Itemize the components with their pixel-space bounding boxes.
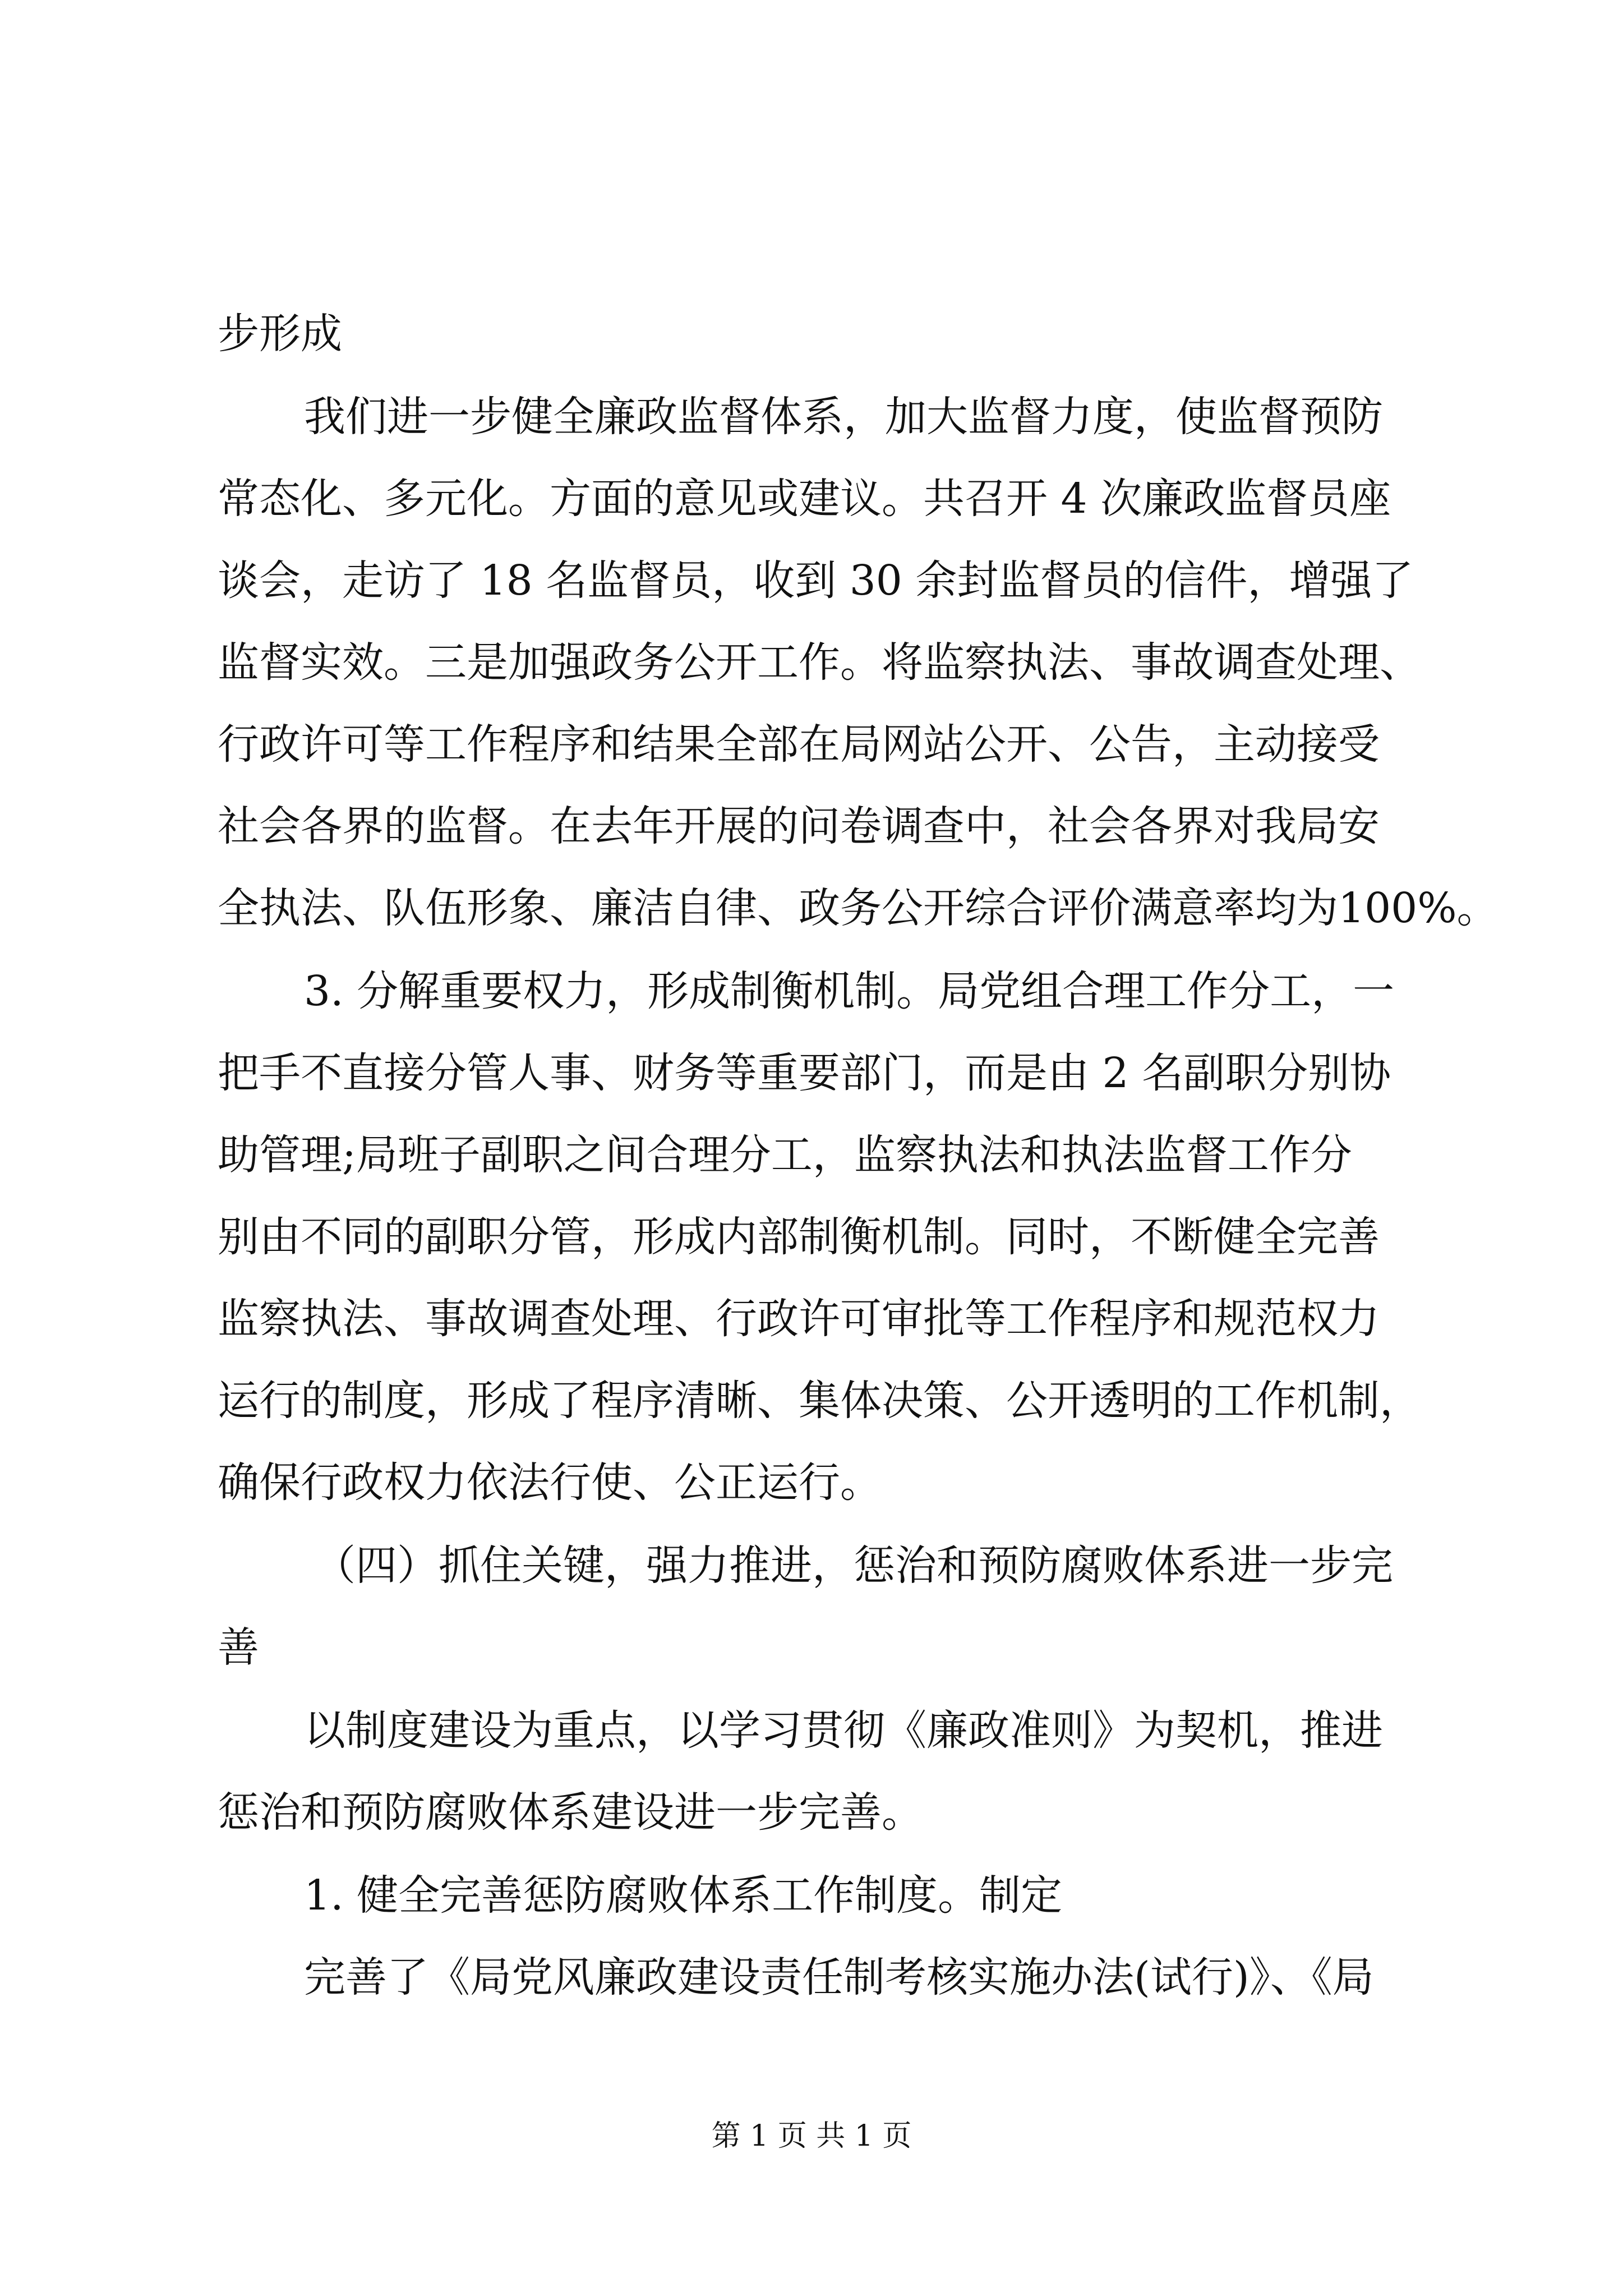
section-heading-continued: 善 — [218, 1623, 259, 1672]
paragraph-line: 步形成 — [218, 310, 342, 358]
paragraph-line: 行政许可等工作程序和结果全部在局网站公开、公告，主动接受 — [218, 720, 1380, 769]
paragraph-line: 常态化、多元化。方面的意见或建议。共召开 4 次廉政监督员座 — [218, 475, 1391, 523]
paragraph-line: 1. 健全完善惩防腐败体系工作制度。制定 — [304, 1871, 1063, 1920]
paragraph-line: 惩治和预防腐败体系建设进一步完善。 — [218, 1788, 923, 1837]
paragraph-line: 以制度建设为重点，以学习贯彻《廉政准则》为契机，推进 — [304, 1706, 1383, 1755]
paragraph-line: 完善了《局党风廉政建设责任制考核实施办法(试行)》、《局 — [304, 1953, 1374, 2001]
paragraph-line: 把手不直接分管人事、财务等重要部门，而是由 2 名副职分别协 — [218, 1049, 1391, 1097]
paragraph-line: 助管理;局班子副职之间合理分工，监察执法和执法监督工作分 — [218, 1131, 1352, 1179]
paragraph-line: 运行的制度，形成了程序清晰、集体决策、公开透明的工作机制， — [218, 1377, 1421, 1425]
paragraph-line: 监察执法、事故调查处理、行政许可审批等工作程序和规范权力 — [218, 1295, 1380, 1343]
paragraph-line: 全执法、队伍形象、廉洁自律、政务公开综合评价满意率均为100%。 — [218, 884, 1498, 932]
paragraph-line: 我们进一步健全廉政监督体系，加大监督力度，使监督预防 — [304, 393, 1383, 441]
paragraph-line: 确保行政权力依法行使、公正运行。 — [218, 1458, 882, 1507]
section-heading: （四）抓住关键，强力推进，惩治和预防腐败体系进一步完 — [314, 1542, 1393, 1590]
paragraph-line: 监督实效。三是加强政务公开工作。将监察执法、事故调查处理、 — [218, 638, 1421, 687]
paragraph-line: 谈会，走访了 18 名监督员，收到 30 余封监督员的信件，增强了 — [218, 556, 1414, 605]
page-number-footer: 第 1 页 共 1 页 — [711, 2119, 912, 2153]
paragraph-line: 3. 分解重要权力，形成制衡机制。局党组合理工作分工，一 — [304, 967, 1395, 1015]
paragraph-line: 社会各界的监督。在去年开展的问卷调查中，社会各界对我局安 — [218, 802, 1380, 850]
paragraph-line: 别由不同的副职分管，形成内部制衡机制。同时，不断健全完善 — [218, 1213, 1380, 1261]
